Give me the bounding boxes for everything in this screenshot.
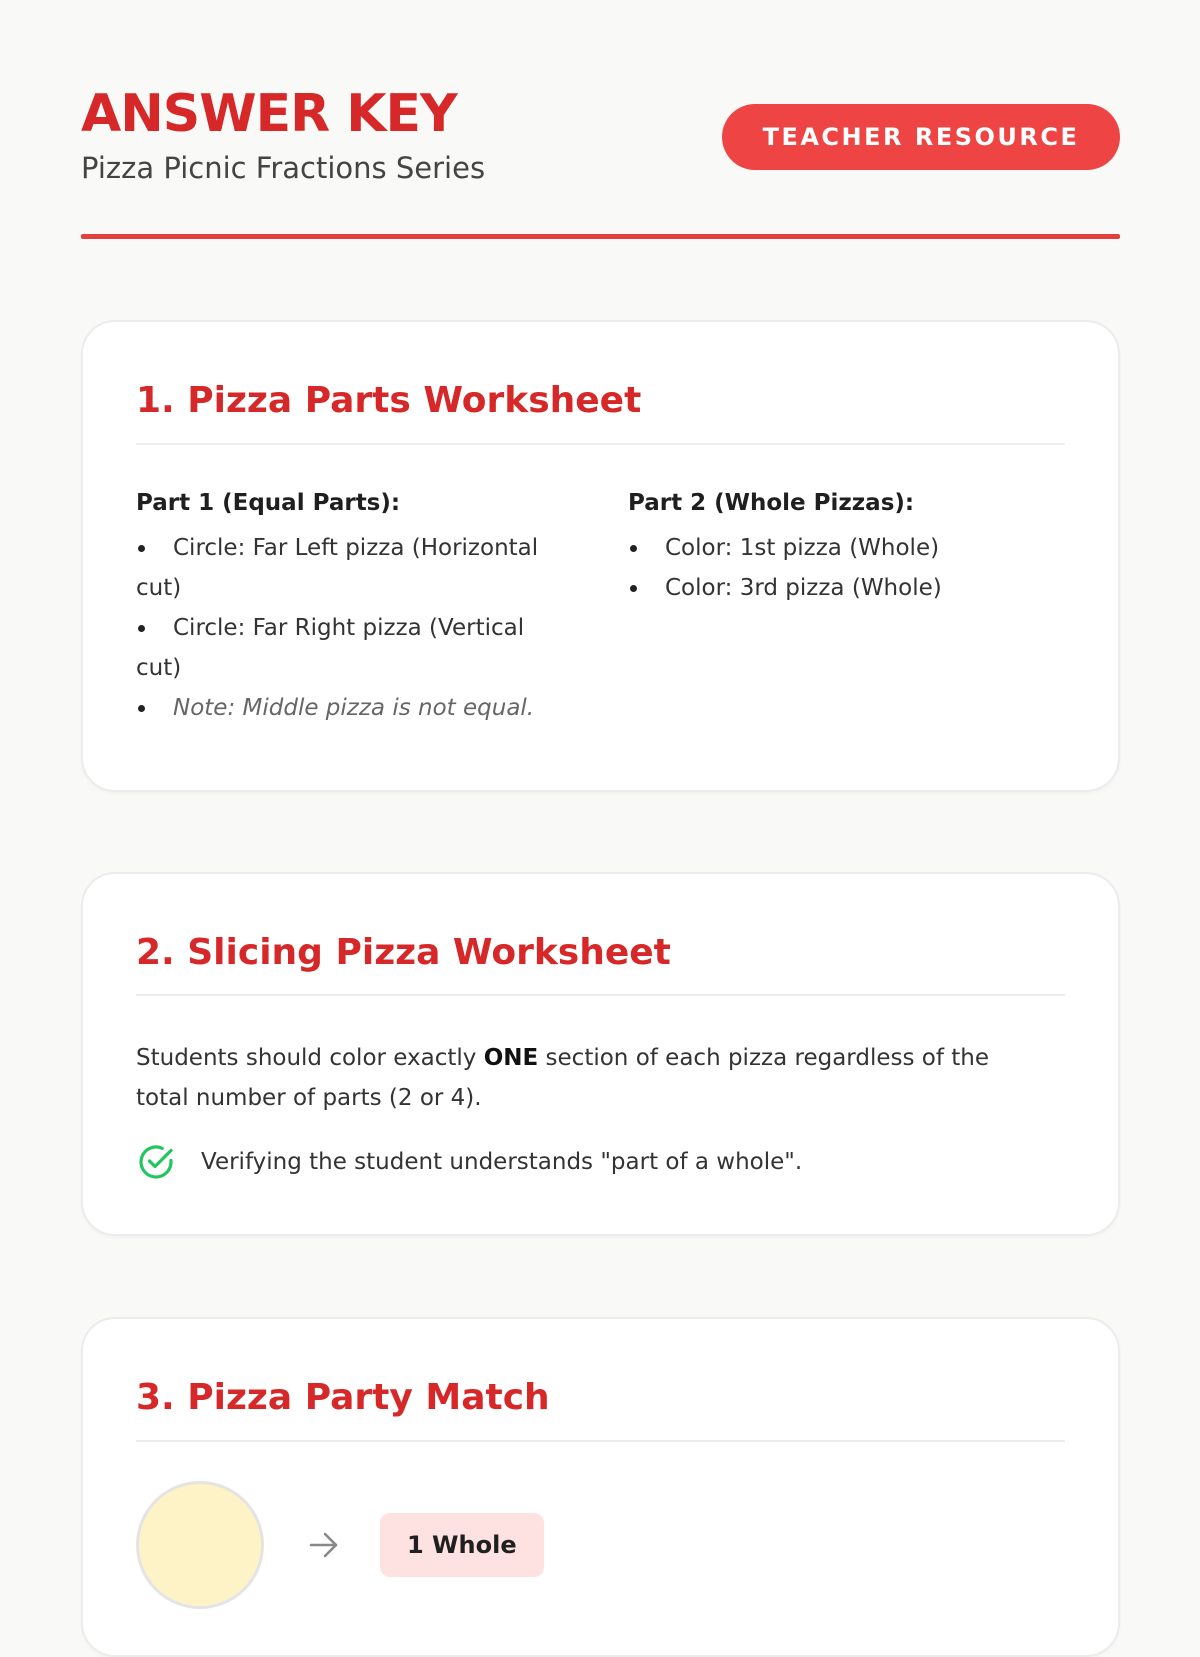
part1-column <box>136 488 566 728</box>
section-divider <box>136 443 1065 445</box>
section-title: 3. Pizza Party Match <box>136 1377 550 1418</box>
page-subtitle: Pizza Picnic Fractions Series <box>81 151 486 185</box>
part1-list <box>136 528 566 728</box>
list-item: Circle: Far Right pizza (Vertical cut) <box>136 608 566 688</box>
part2-list <box>628 528 1068 608</box>
verification-row <box>136 1142 802 1182</box>
match-label: 1 Whole <box>380 1513 544 1577</box>
header <box>81 0 1120 240</box>
section-title: 2. Slicing Pizza Worksheet <box>136 932 671 973</box>
emphasis-one: ONE <box>483 1045 539 1071</box>
list-item: Circle: Far Left pizza (Horizontal cut) <box>136 528 566 608</box>
match-row <box>136 1481 544 1609</box>
part2-heading: Part 2 (Whole Pizzas): <box>628 490 915 516</box>
verification-text: Verifying the student understands "part of a whole". <box>201 1149 803 1175</box>
section-divider <box>136 994 1065 996</box>
page-title: ANSWER KEY <box>81 84 457 144</box>
section-divider <box>136 1440 1065 1442</box>
whole-pizza-icon <box>136 1481 264 1609</box>
header-divider <box>81 234 1120 239</box>
list-item: Color: 1st pizza (Whole) <box>628 528 1068 568</box>
teacher-resource-badge: TEACHER RESOURCE <box>722 104 1120 170</box>
list-item: Color: 3rd pizza (Whole) <box>628 568 1068 608</box>
instruction-text: Students should color exactly <box>136 1045 484 1071</box>
section-title: 1. Pizza Parts Worksheet <box>136 380 642 421</box>
answer-key-page <box>81 0 1120 1559</box>
pizza-parts-card <box>81 320 1120 792</box>
part1-heading: Part 1 (Equal Parts): <box>136 490 401 516</box>
instruction-text: section of each pizza regardless of the total number of parts (2 or 4). <box>136 1045 989 1111</box>
slicing-instructions <box>136 1038 1036 1118</box>
arrow-right-icon <box>308 1531 340 1559</box>
part1-note: Note: Middle pizza is not equal. <box>136 688 566 728</box>
check-circle-icon <box>136 1142 176 1182</box>
part2-column <box>628 488 1068 608</box>
pizza-party-match-card <box>81 1317 1120 1657</box>
slicing-pizza-card <box>81 872 1120 1236</box>
